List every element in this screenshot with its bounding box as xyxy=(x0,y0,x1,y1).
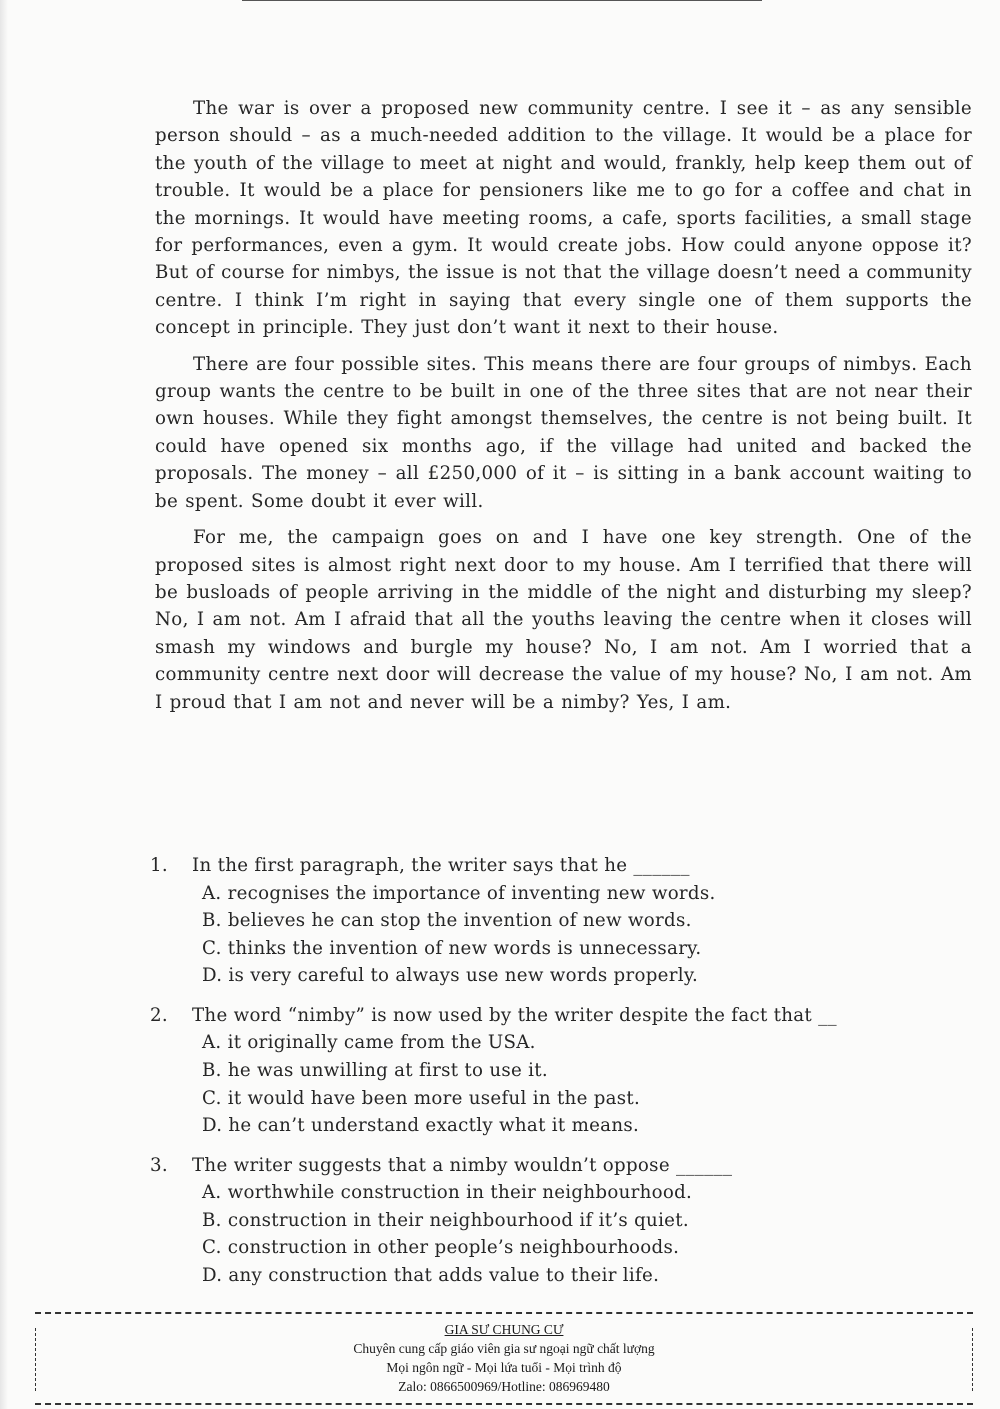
question-stem xyxy=(150,1152,980,1180)
question-number: 2. xyxy=(150,1004,168,1026)
option-c[interactable]: C. construction in other people’s neighbourhoods. xyxy=(202,1237,680,1259)
question-number: 3. xyxy=(150,1154,168,1176)
answer-options xyxy=(150,1029,980,1139)
footer-line-1: Chuyên cung cấp giáo viên gia sư ngoại ngữ chất lượng xyxy=(353,1341,655,1356)
answer-options xyxy=(150,880,980,990)
question-3 xyxy=(150,1152,980,1290)
option-c[interactable]: C. it would have been more useful in the past. xyxy=(202,1087,641,1109)
question-2 xyxy=(150,1002,980,1140)
option-a[interactable]: A. recognises the importance of inventing new words. xyxy=(202,882,716,904)
option-a[interactable]: A. it originally came from the USA. xyxy=(202,1032,536,1054)
option-c[interactable]: C. thinks the invention of new words is unnecessary. xyxy=(202,937,702,959)
option-b[interactable]: B. construction in their neighbourhood if it’s quiet. xyxy=(202,1209,689,1231)
passage-paragraph-2: There are four possible sites. This means there are four groups of nimbys. Each group wants the centre to be built in one of the three sites that are not near their own houses. While they fight amongst themselves, the centre is not being built. It could have opened six months ago, if the village had united and backed the proposals. The money – all £250,000 of it – is sitting in a bank account waiting to be spent. Some doubt it ever will. xyxy=(155,353,972,512)
footer-line-2: Mọi ngôn ngữ - Mọi lứa tuổi - Mọi trình độ xyxy=(386,1360,622,1375)
footer-contact-box xyxy=(35,1312,973,1405)
question-list xyxy=(150,852,980,1302)
question-number: 1. xyxy=(150,855,168,876)
footer-title: GIA SƯ CHUNG CƯ xyxy=(444,1322,564,1337)
option-d[interactable]: D. any construction that adds value to their life. xyxy=(202,1265,660,1287)
passage-paragraph-3: For me, the campaign goes on and I have one key strength. One of the proposed sites is almost right next door to my house. Am I terrified that there will be busloads of people arriving in the middle of the night and disturbing my sleep? No, I am not. Am I afraid that all the youths leaving the centre when it closes will smash my windows and burgle my house? No, I am not. Am I worried that a community centre next door will decrease the value of my house? No, I am not. Am I proud that I am not and never will be a nimby? Yes, I am. xyxy=(155,527,972,713)
option-b[interactable]: B. he was unwilling at first to use it. xyxy=(202,1059,548,1081)
option-d[interactable]: D. is very careful to always use new words properly. xyxy=(202,965,699,987)
reading-passage xyxy=(155,95,972,725)
question-stem xyxy=(150,1002,980,1030)
page-edge-shadow xyxy=(0,0,8,1409)
question-text: The word “nimby” is now used by the writer despite the fact that __ xyxy=(192,1004,837,1026)
question-text: In the first paragraph, the writer says that he ______ xyxy=(192,855,690,876)
question-text: The writer suggests that a nimby wouldn’t oppose ______ xyxy=(192,1154,733,1176)
passage-paragraph-1: The war is over a proposed new community centre. I see it – as any sensible person should – as a much-needed addition to the village. It would be a place for the youth of the village to meet at night and would, frankly, help keep them out of trouble. It would be a place for pensioners like me to go for a coffee and chat in the mornings. It would have meeting rooms, a cafe, sports facilities, a small stage for performances, even a gym. It would create jobs. How could anyone oppose it? But of course for nimbys, the issue is not that the village doesn’t need a community centre. I think I’m right in saying that every single one of them supports the concept in principle. They just don’t want it next to their house. xyxy=(155,98,972,339)
question-stem xyxy=(150,852,980,880)
option-a[interactable]: A. worthwhile construction in their neighbourhood. xyxy=(202,1182,693,1204)
option-d[interactable]: D. he can’t understand exactly what it means. xyxy=(202,1115,640,1137)
option-b[interactable]: B. believes he can stop the invention of new words. xyxy=(202,910,692,932)
question-1 xyxy=(150,852,980,990)
top-rule xyxy=(242,0,762,1)
footer-contact-line: Zalo: 0866500969/Hotline: 086969480 xyxy=(398,1379,610,1394)
answer-options xyxy=(150,1179,980,1289)
footer-text xyxy=(35,1320,973,1396)
